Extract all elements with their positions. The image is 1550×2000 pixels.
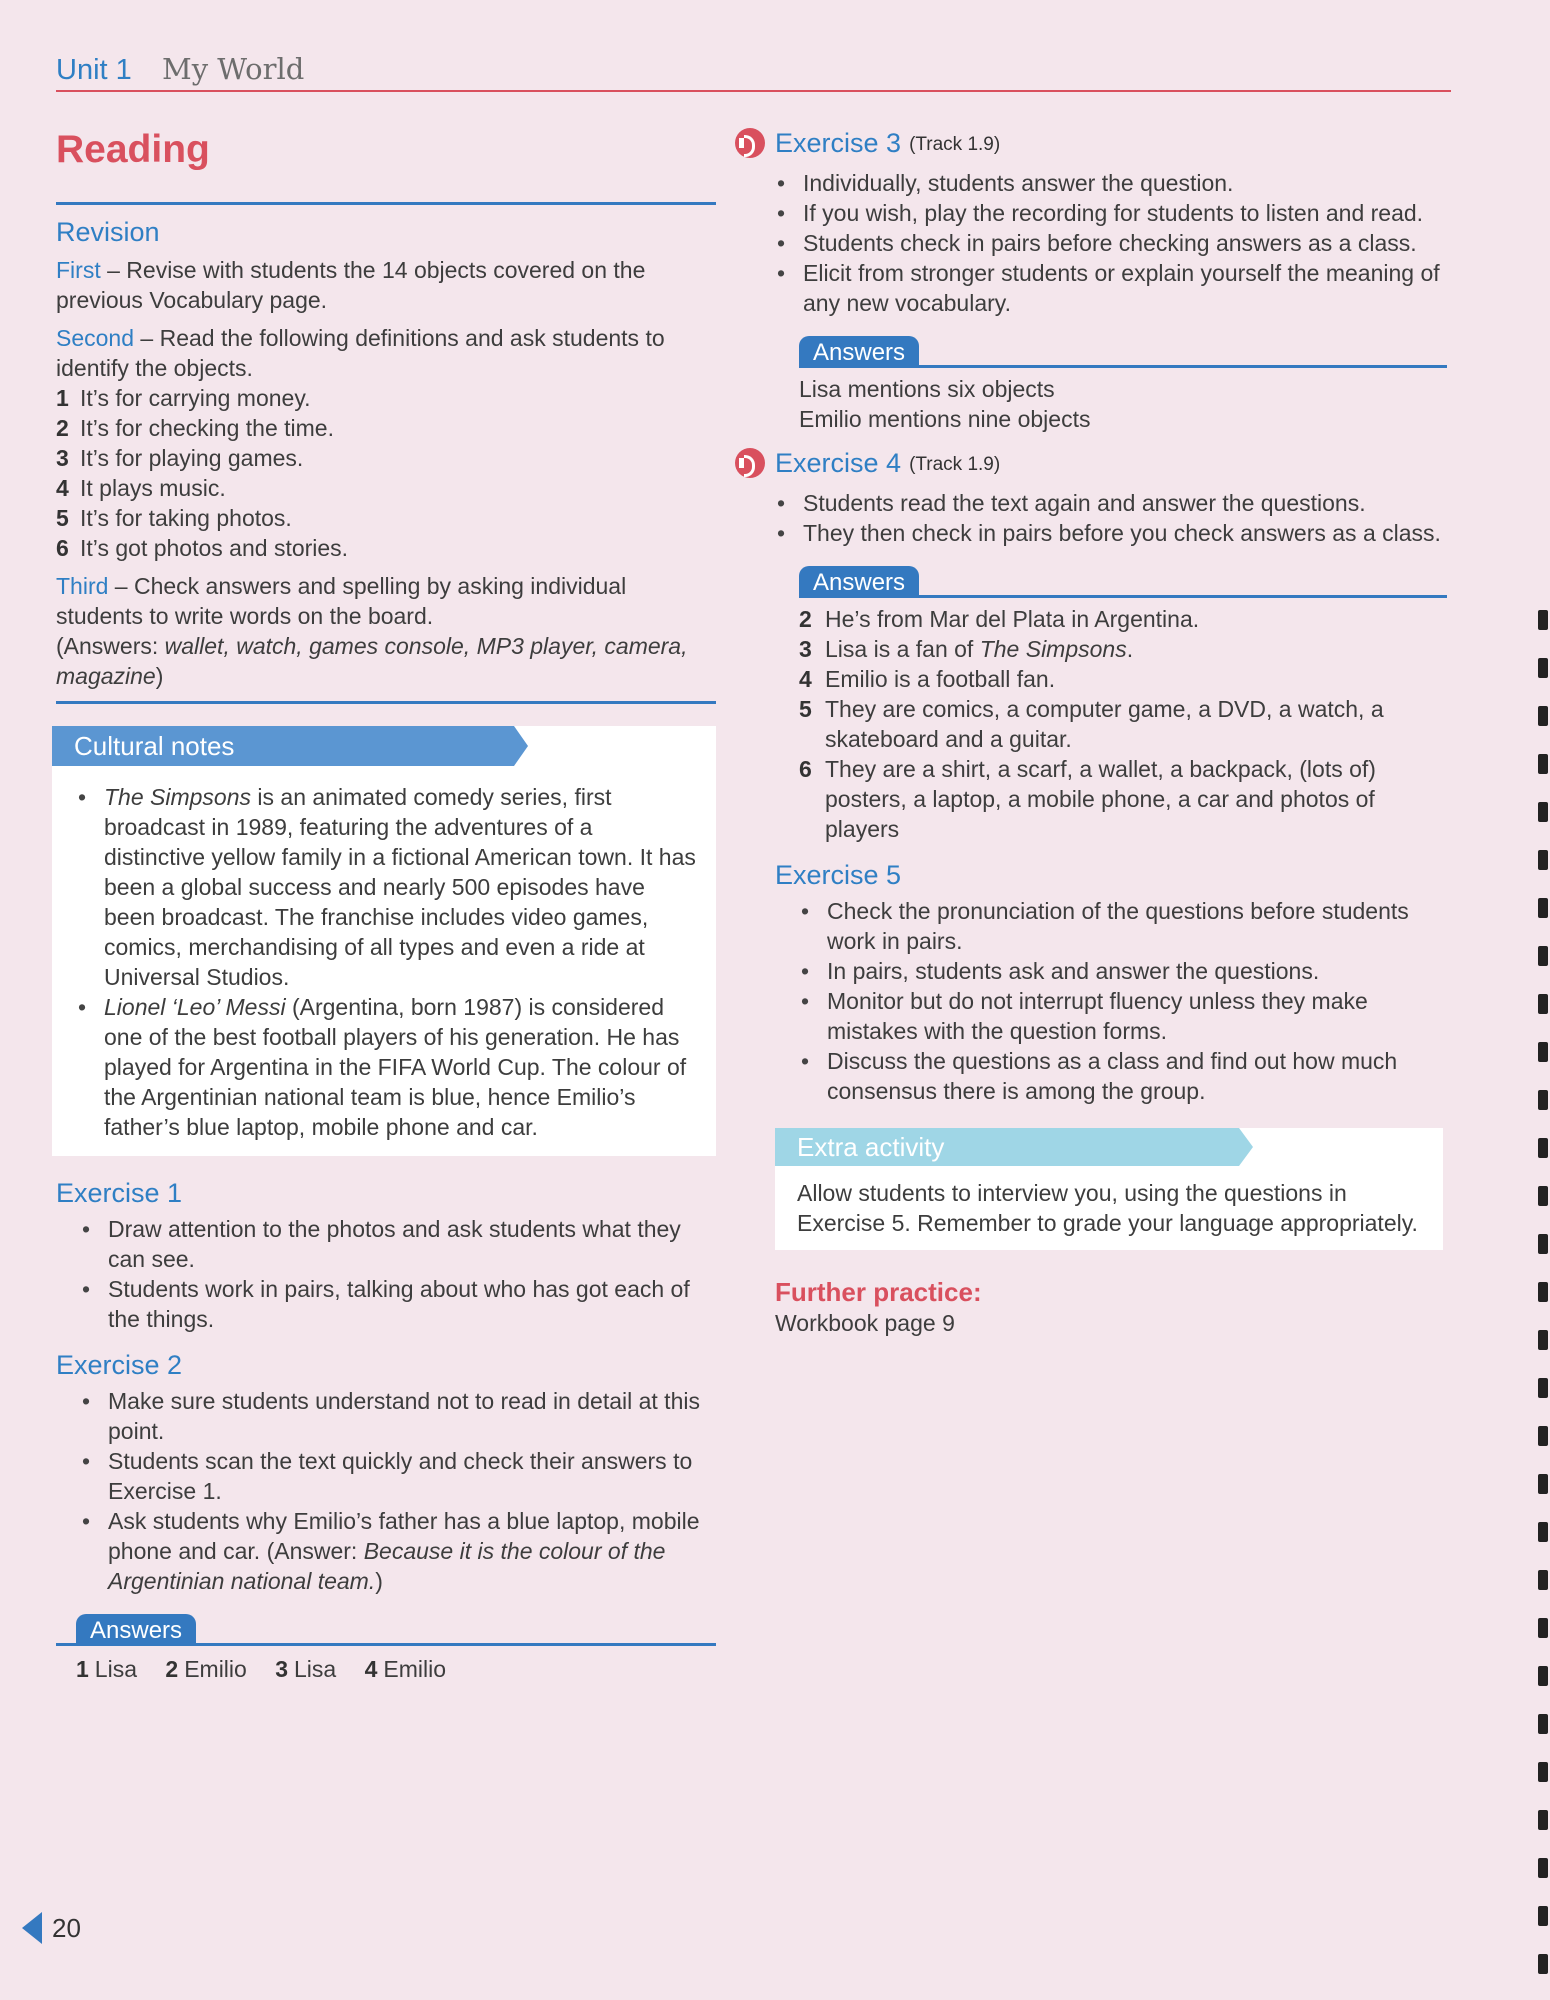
answer-item: 5 They are comics, a computer game, a DVD, a watch, a skateboard and a guitar.: [799, 694, 1447, 754]
answer-number: 4: [364, 1656, 378, 1682]
answers-prefix: (Answers:: [56, 633, 165, 659]
audio-icon[interactable]: [735, 448, 765, 478]
binding-hole: [1538, 1618, 1548, 1638]
definition-item: [56, 383, 716, 413]
page-number-text: 20: [52, 1912, 81, 1943]
extra-activity-text: Allow students to interview you, using the questions in Exercise 5. Remember to grade your language appropriately.: [797, 1180, 1418, 1236]
exercise2-bullet: [108, 1506, 716, 1596]
exercise1-section: [56, 1176, 716, 1334]
answer-end: .: [1126, 636, 1134, 662]
exercise3-track: (Track 1.9): [909, 134, 1001, 155]
answer-item: 3 Lisa is a fan of The Simpsons.: [799, 636, 1134, 662]
answer-text: He’s from Mar del Plata in Argentina.: [825, 606, 1200, 632]
definitions-list: [56, 383, 716, 563]
binding-hole: [1538, 1378, 1548, 1398]
binding-hole: [1538, 1474, 1548, 1494]
binding-hole: [1538, 946, 1548, 966]
note-text: (Argentina, born 1987) is considered one of the best football players of his generation. He has played for Argentina in the FIFA World Cup. The colour of the Argentinian national team is blue, hence Emilio’s father’s blue laptop, mobile phone and car.: [104, 994, 687, 1140]
binding-hole: [1538, 754, 1548, 774]
note-text: is an animated comedy series, first broadcast in 1989, featuring the adventures of a distinctive yellow family in a fictional American town. It has been a global success and nearly 500 episodes have been broadcast. The franchise includes video games, comics, merchandising of all types and even a ride at Universal Studios.: [104, 784, 696, 990]
definition-number: 4: [56, 475, 69, 501]
answer-italic: The Simpsons: [979, 636, 1127, 662]
binding-hole: [1538, 1810, 1548, 1830]
answer-number: 2: [165, 1656, 179, 1682]
exercise4-heading: [775, 444, 1447, 482]
definition-number: 5: [56, 505, 69, 531]
definition-text: It’s for checking the time.: [80, 415, 334, 441]
exercise5-bullet: • Check the pronunciation of the questions before students work in pairs.: [827, 896, 1447, 956]
exercise2-list: [56, 1386, 716, 1596]
binding-hole: [1538, 898, 1548, 918]
exercise3-bullet: • Students check in pairs before checking answers as a class.: [803, 228, 1447, 258]
answers-items: wallet, watch, games console, MP3 player, camera, magazine: [56, 633, 688, 689]
exercise4-answers: [775, 604, 1447, 844]
exercise1-list: [56, 1214, 716, 1334]
first-label: First: [56, 257, 101, 283]
exercise1-bullet: • Students work in pairs, talking about who has got each of the things.: [108, 1274, 716, 1334]
binding-hole: [1538, 610, 1548, 630]
answer-item: 6 They are a shirt, a scarf, a wallet, a backpack, (lots of) posters, a laptop, a mobile phone, a car and photos of players: [799, 754, 1447, 844]
revision-title: Revision: [56, 217, 160, 247]
exercise4-section: [735, 444, 1447, 844]
binding-hole: [1538, 1522, 1548, 1542]
answer-text: Lisa: [94, 1656, 137, 1682]
binding-hole: [1538, 994, 1548, 1014]
revision-second: [56, 323, 716, 383]
further-practice-text: Workbook page 9: [775, 1310, 955, 1336]
answer-number: 1: [76, 1656, 89, 1682]
exercise3-bullet: • Elicit from stronger students or explain yourself the meaning of any new vocabulary.: [803, 258, 1447, 318]
bullet-italic: Because it is the colour of the Argentinian national team.: [108, 1538, 666, 1594]
binding-hole: [1538, 1714, 1548, 1734]
exercise4-bullet: • They then check in pairs before you check answers as a class.: [803, 518, 1447, 548]
answer-text: Emilio: [383, 1656, 447, 1682]
answer-item: 4 Emilio is a football fan.: [799, 666, 1056, 692]
second-label: Second: [56, 325, 135, 351]
binding-hole: [1538, 1906, 1548, 1926]
spiral-binding: [1522, 0, 1550, 2000]
exercise2-answers: [56, 1654, 716, 1684]
binding-hole: [1538, 1138, 1548, 1158]
binding-hole: [1538, 706, 1548, 726]
exercise2-title: Exercise 2: [56, 1350, 183, 1380]
note-italic: The Simpsons: [104, 784, 252, 810]
unit-title: My World: [162, 52, 305, 86]
left-column: [56, 124, 716, 1684]
revision-answers: [56, 631, 716, 691]
exercise3-bullet: • If you wish, play the recording for students to listen and read.: [803, 198, 1447, 228]
page-number: [22, 1912, 81, 1944]
cultural-note: [104, 992, 696, 1142]
exercise3-section: [735, 124, 1447, 434]
exercise3-answers-header: [799, 336, 1447, 368]
definition-number: 3: [56, 445, 69, 471]
exercise1-bullet: • Draw attention to the photos and ask students what they can see.: [108, 1214, 716, 1274]
definition-item: [56, 443, 716, 473]
exercise5-bullet: • In pairs, students ask and answer the questions.: [827, 956, 1447, 986]
page-title: Reading: [56, 128, 210, 171]
answer-number: 3: [275, 1656, 288, 1682]
exercise2-bullet: • Students scan the text quickly and check their answers to Exercise 1.: [108, 1446, 716, 1506]
extra-activity-box: [775, 1128, 1443, 1250]
unit-label: Unit 1: [56, 54, 132, 86]
binding-hole: [1538, 1042, 1548, 1062]
answers-tab: Answers: [76, 1614, 196, 1646]
definition-item: [56, 473, 716, 503]
binding-hole: [1538, 1330, 1548, 1350]
bullet-text: Ask students why Emilio’s father has a blue laptop, mobile phone and car. (Answer:: [108, 1508, 700, 1564]
exercise2-section: [56, 1348, 716, 1684]
answers-tab: Answers: [799, 566, 919, 598]
exercise3-answers: [775, 374, 1447, 434]
note-italic: Lionel ‘Leo’ Messi: [104, 994, 286, 1020]
binding-hole: [1538, 1234, 1548, 1254]
definition-number: 2: [56, 415, 69, 441]
exercise4-answers-header: [799, 566, 1447, 598]
revision-third: [56, 571, 716, 631]
binding-hole: [1538, 1282, 1548, 1302]
binding-hole: [1538, 1186, 1548, 1206]
binding-hole: [1538, 1570, 1548, 1590]
revision-section: [56, 205, 716, 691]
exercise4-title: Exercise 4: [775, 448, 902, 478]
exercise2-answers-header: [76, 1614, 716, 1646]
binding-hole: [1538, 1762, 1548, 1782]
page-header: [56, 50, 1451, 92]
bullet-end: ): [375, 1568, 383, 1594]
binding-hole: [1538, 658, 1548, 678]
third-label: Third: [56, 573, 109, 599]
exercise5-bullet: • Discuss the questions as a class and find out how much consensus there is among the group.: [827, 1046, 1447, 1106]
binding-hole: [1538, 1666, 1548, 1686]
further-practice-title: Further practice:: [775, 1277, 982, 1307]
cultural-notes-list: [52, 766, 716, 1142]
answer-text: Lisa is a fan of: [825, 636, 980, 662]
exercise3-list: [775, 168, 1447, 318]
answer-line: Lisa mentions six objects: [799, 376, 1055, 402]
cultural-notes-title: Cultural notes: [52, 726, 514, 766]
revision-first: [56, 255, 716, 315]
right-column: [735, 124, 1447, 1338]
exercise3-bullet: • Individually, students answer the question.: [803, 168, 1447, 198]
binding-hole: [1538, 1858, 1548, 1878]
definition-text: It’s for taking photos.: [80, 505, 292, 531]
definition-item: [56, 413, 716, 443]
binding-hole: [1538, 1954, 1548, 1974]
answers-tab: Answers: [799, 336, 919, 368]
binding-hole: [1538, 850, 1548, 870]
answer-text: Emilio is a football fan.: [825, 666, 1056, 692]
definition-text: It’s for carrying money.: [80, 385, 311, 411]
page-arrow-icon: [22, 1912, 42, 1944]
binding-hole: [1538, 802, 1548, 822]
exercise5-list: [775, 896, 1447, 1106]
answer-item: 2 He’s from Mar del Plata in Argentina.: [799, 606, 1200, 632]
answer-line: Emilio mentions nine objects: [799, 406, 1091, 432]
definition-number: 6: [56, 535, 69, 561]
exercise5-section: [735, 858, 1447, 1338]
revision-bottom-rule: [56, 701, 716, 704]
definition-item: [56, 533, 716, 563]
answer-text: Emilio: [184, 1656, 247, 1682]
first-text: – Revise with students the 14 objects covered on the previous Vocabulary page.: [56, 257, 646, 313]
definition-text: It’s for playing games.: [80, 445, 304, 471]
cultural-note: [104, 782, 696, 992]
definition-item: [56, 503, 716, 533]
second-text: – Read the following definitions and ask students to identify the objects.: [56, 325, 665, 381]
exercise3-heading: [775, 124, 1447, 162]
binding-hole: [1538, 1426, 1548, 1446]
cultural-notes-box: [52, 726, 716, 1156]
exercise4-bullet: • Students read the text again and answer the questions.: [803, 488, 1447, 518]
third-text: – Check answers and spelling by asking individual students to write words on the board.: [56, 573, 627, 629]
audio-icon[interactable]: [735, 128, 765, 158]
exercise2-bullet: • Make sure students understand not to read in detail at this point.: [108, 1386, 716, 1446]
exercise4-track: (Track 1.9): [909, 454, 1001, 475]
exercise5-title: Exercise 5: [775, 860, 902, 890]
exercise1-title: Exercise 1: [56, 1178, 183, 1208]
answer-text: Lisa: [294, 1656, 337, 1682]
answer-text: They are comics, a computer game, a DVD, a watch, a skateboard and a guitar.: [825, 696, 1384, 752]
definition-text: It plays music.: [80, 475, 226, 501]
exercise3-title: Exercise 3: [775, 128, 902, 158]
binding-hole: [1538, 1090, 1548, 1110]
exercise4-list: [775, 488, 1447, 548]
extra-activity-title: Extra activity: [775, 1128, 1239, 1166]
definition-number: 1: [56, 385, 69, 411]
definition-text: It’s got photos and stories.: [80, 535, 349, 561]
exercise5-bullet: • Monitor but do not interrupt fluency unless they make mistakes with the question forms.: [827, 986, 1447, 1046]
answer-text: They are a shirt, a scarf, a wallet, a backpack, (lots of) posters, a laptop, a mobile phone, a car and photos of players: [825, 756, 1376, 842]
answers-suffix: ): [155, 663, 164, 689]
